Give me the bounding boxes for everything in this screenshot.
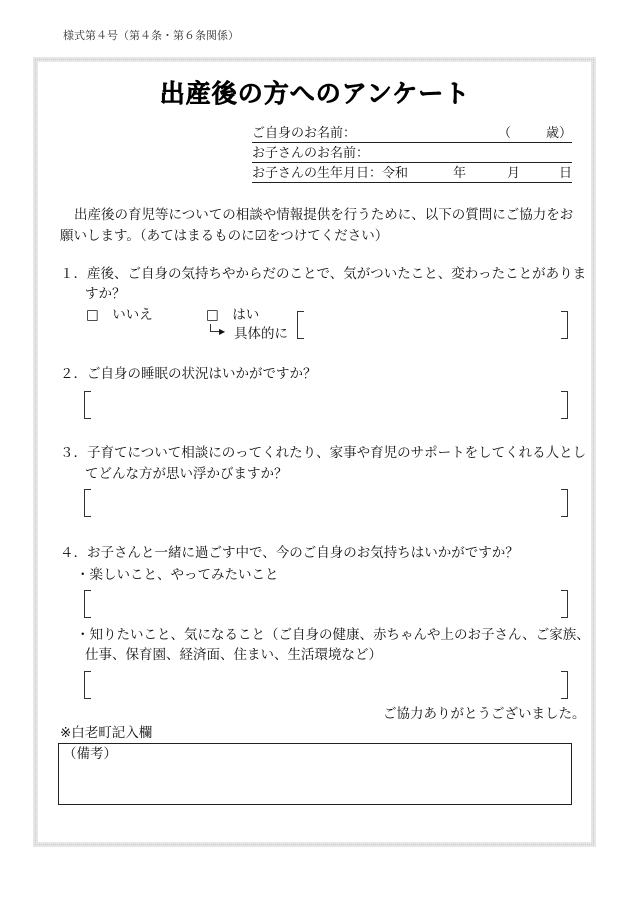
- memo-box[interactable]: [58, 743, 572, 805]
- age-open-bracket: （: [498, 126, 512, 141]
- year-label: 年: [453, 166, 467, 181]
- age-label: 歳）: [546, 126, 573, 141]
- child-name-field[interactable]: [252, 145, 572, 163]
- q4-sub1-answer-close[interactable]: [561, 590, 568, 618]
- q4-sub1-answer-open[interactable]: [84, 590, 91, 618]
- question-4-line-1: ４．お子さんと一緒に過ごす中で、今のご自身のお気持ちはいかがですか？: [60, 545, 519, 561]
- q4-sub2-answer-open[interactable]: [84, 671, 91, 699]
- page-title: 出産後の方へのアンケート: [159, 79, 471, 108]
- q3-answer-close[interactable]: [561, 489, 568, 517]
- memo-label: （備考）: [63, 746, 117, 762]
- intro-line-1: 出産後の育児等についての相談や情報提供を行うために、以下の質問にご協力をお: [74, 207, 574, 223]
- child-birthdate-field[interactable]: [252, 165, 572, 183]
- q2-answer-open[interactable]: [84, 391, 91, 419]
- question-4-sub-2-line-1: ・知りたいこと、気になること（ご自身の健康、赤ちゃんや上のお子さん、ご家族、: [76, 627, 590, 643]
- thanks-message: ご協力ありがとうございました。: [383, 706, 586, 722]
- checkbox-no[interactable]: □ いいえ: [86, 307, 153, 323]
- day-label: 日: [559, 166, 573, 181]
- q1-detail-answer-open[interactable]: [297, 311, 304, 339]
- question-1-line-1: １．産後、ご自身の気持ちやからだのことで、気がついたこと、変わったことがありま: [60, 266, 587, 282]
- month-label: 月: [507, 166, 521, 181]
- child-birthdate-label: お子さんの生年月日：令和: [252, 166, 409, 181]
- q1-detail-answer-close[interactable]: [561, 311, 568, 339]
- q4-sub2-answer-close[interactable]: [561, 671, 568, 699]
- question-2-line-1: ２．ご自身の睡眠の状況はいかがですか？: [60, 366, 317, 382]
- question-3-line-2: てどんな方が思い浮かびますか？: [85, 466, 288, 482]
- q3-answer-open[interactable]: [84, 489, 91, 517]
- question-1-line-2: すか？: [85, 286, 126, 302]
- q2-answer-close[interactable]: [561, 391, 568, 419]
- child-name-label: お子さんのお名前：: [252, 146, 370, 161]
- question-4-sub-1: ・楽しいこと、やってみたいこと: [76, 567, 279, 583]
- intro-line-2: 願いします。（あてはまるものに☑をつけてください）: [60, 228, 389, 244]
- arrowhead-icon: ▶: [219, 327, 226, 336]
- question-4-sub-2-line-2: 仕事、保育園、経済面、住まい、生活環境など）: [85, 647, 382, 663]
- question-3-line-1: ３．子育てについて相談にのってくれたり、家事や育児のサポートをしてくれる人とし: [60, 445, 587, 461]
- form-number: 様式第４号（第４条・第６条関係）: [63, 29, 239, 42]
- respondent-name-field[interactable]: [252, 125, 572, 143]
- checkbox-yes[interactable]: □ はい: [206, 307, 260, 323]
- office-note: ※白老町記入欄: [60, 725, 153, 741]
- detail-label: 具体的に: [234, 326, 288, 342]
- respondent-name-label: ご自身のお名前：: [252, 126, 357, 141]
